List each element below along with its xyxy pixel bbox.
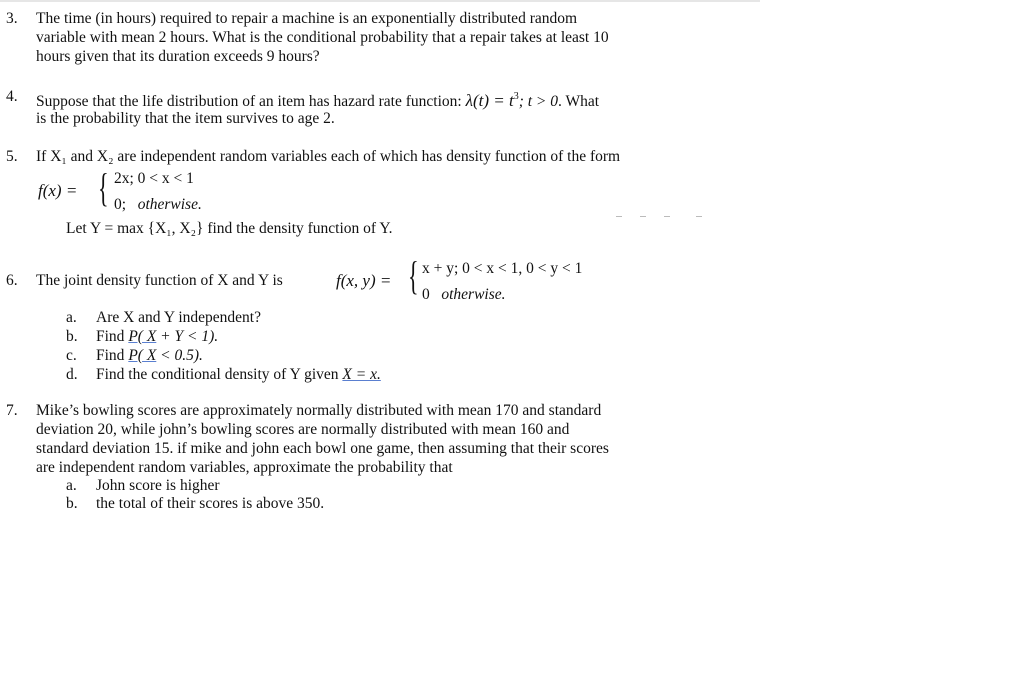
sub-label: a. [66,477,77,494]
sub-label: b. [66,495,78,512]
question-text-line: Mike’s bowling scores are approximately normally distributed with mean 170 and standard [36,402,602,419]
question-number: 7. [6,402,18,419]
sub-text: John score is higher [96,477,220,494]
sub-label: c. [66,347,77,364]
hazard-exponent: 3 [513,91,519,102]
question-number: 3. [6,10,18,27]
piecewise-case-1: x + y; 0 < x < 1, 0 < y < 1 [422,260,583,277]
sub-text: Find [96,347,129,364]
sub-text-underlined: P( X [128,328,157,345]
hazard-condition: ; t > 0 [518,93,559,110]
question-text-line: standard deviation 15. if mike and john each bowl one game, then assuming that their scores [36,440,609,457]
case-value: 0 [422,286,430,303]
sub-text-underlined: X = x. [342,366,381,383]
question-number: 5. [6,148,18,165]
piecewise-case-1: 2x; 0 < x < 1 [114,170,194,187]
sub-label: a. [66,309,77,326]
question-number: 6. [6,272,18,289]
top-divider [0,0,760,2]
let-statement: Let Y = max {X₁, X₂} find the density function of Y. [66,220,393,237]
question-text-line [36,88,599,111]
sub-text: Find the conditional density of Y given [96,366,343,383]
case-value: 0; [114,196,127,213]
decorative-dash [616,216,622,217]
question-text-line: The joint density function of X and Y is [36,272,283,289]
sub-question-a [66,309,261,327]
sub-label: d. [66,366,78,383]
case-condition: otherwise. [137,196,202,213]
question-text-line: hours given that its duration exceeds 9 hours? [36,48,320,65]
hazard-tail: . What [558,93,600,110]
joint-density-label: f(x, y) = [336,271,392,290]
piecewise-case-2 [422,286,506,304]
sub-text: + Y < 1). [156,328,219,345]
sub-question-c [66,347,203,365]
sub-text: < 0.5). [156,347,203,364]
decorative-dash [664,216,670,217]
piecewise-case-2 [114,196,202,214]
question-text-line: The time (in hours) required to repair a machine is an exponentially distributed random [36,10,578,27]
sub-question-b [66,328,218,346]
hazard-formula: λ(t) = t [465,91,514,110]
hazard-intro: Suppose that the life distribution of an item has hazard rate function: [36,93,466,110]
sub-text: the total of their scores is above 350. [96,495,325,512]
question-text-line: If X₁ and X₂ are independent random variables each of which has density function of the form [36,148,621,165]
decorative-dash [640,216,646,217]
piecewise-brace: { [408,253,419,298]
sub-label: b. [66,328,78,345]
case-condition: otherwise. [441,286,506,303]
question-text-line: are independent random variables, approximate the probability that [36,459,453,476]
sub-text-underlined: P( X [128,347,157,364]
question-text-line: is the probability that the item survives to age 2. [36,110,335,127]
sub-question-b [66,495,324,513]
question-text-line: variable with mean 2 hours. What is the conditional probability that a repair takes at least 10 [36,29,609,46]
question-number: 4. [6,88,18,105]
sub-question-d [66,366,381,384]
sub-text: Find [96,328,129,345]
density-function-label: f(x) = [38,181,78,200]
piecewise-brace: { [98,165,109,210]
sub-text: Are X and Y independent? [96,309,261,326]
question-text-line: deviation 20, while john’s bowling scores are normally distributed with mean 160 and [36,421,570,438]
decorative-dash [696,216,702,217]
sub-question-a [66,477,220,495]
